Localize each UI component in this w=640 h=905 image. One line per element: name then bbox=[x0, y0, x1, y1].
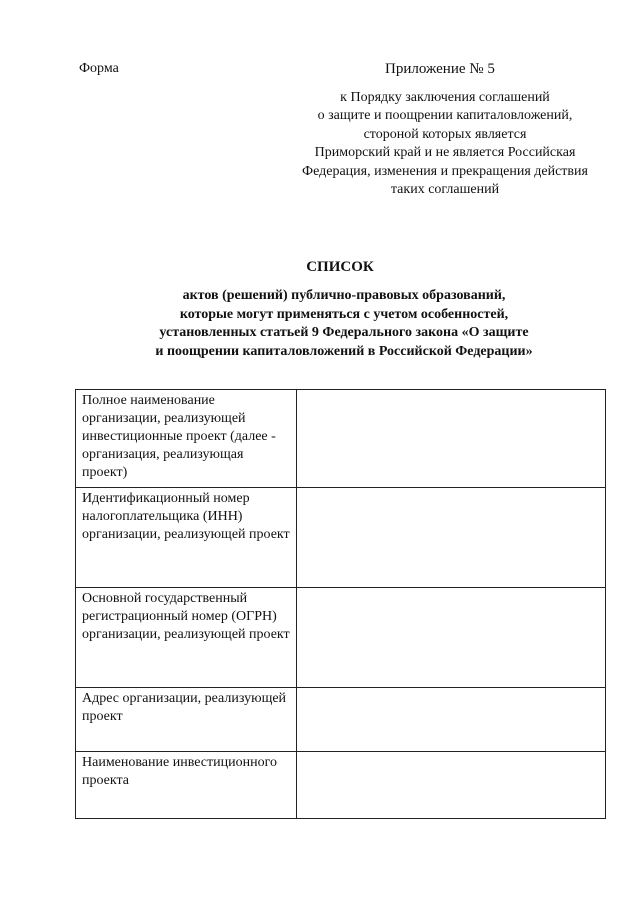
appendix-line: Федерация, изменения и прекращения действия bbox=[302, 163, 588, 179]
appendix-line: к Порядку заключения соглашений bbox=[340, 90, 550, 105]
row-value-full-name[interactable] bbox=[297, 390, 606, 488]
row-label-inn: Идентификационный номер налогоплательщика (ИНН) организации, реализующей проект bbox=[76, 488, 297, 588]
table-row bbox=[76, 752, 606, 819]
form-table bbox=[75, 389, 606, 819]
subtitle-line: актов (решений) публично-правовых образований, bbox=[182, 288, 506, 303]
table-row bbox=[76, 390, 606, 488]
document-subtitle bbox=[0, 287, 640, 361]
row-value-ogrn[interactable] bbox=[297, 588, 606, 688]
subtitle-line: установленных статьей 9 Федерального закона «О защите bbox=[159, 325, 529, 340]
row-label-ogrn: Основной государственный регистрационный номер (ОГРН) организации, реализующей проект bbox=[76, 588, 297, 688]
row-label-address: Адрес организации, реализующей проект bbox=[76, 688, 297, 752]
table-row bbox=[76, 488, 606, 588]
appendix-line: стороной которых является bbox=[363, 126, 527, 142]
appendix-title: Приложение № 5 bbox=[385, 61, 495, 77]
appendix-line: о защите и поощрении капиталовложений, bbox=[317, 108, 573, 124]
document-title: СПИСОК bbox=[306, 259, 374, 275]
appendix-description bbox=[280, 89, 610, 199]
form-label: Форма bbox=[79, 61, 119, 76]
row-value-inn[interactable] bbox=[297, 488, 606, 588]
row-value-address[interactable] bbox=[297, 688, 606, 752]
table-row bbox=[76, 688, 606, 752]
row-label-project-name: Наименование инвестиционного проекта bbox=[76, 752, 297, 819]
row-label-full-name: Полное наименование организации, реализующей инвестиционные проект (далее - организация, реализующая проект) bbox=[76, 390, 297, 488]
appendix-line: Приморский край и не является Российская bbox=[314, 145, 576, 161]
row-value-project-name[interactable] bbox=[297, 752, 606, 819]
table-row bbox=[76, 588, 606, 688]
subtitle-line: и поощрении капиталовложений в Российской Федерации» bbox=[155, 343, 533, 359]
appendix-line: таких соглашений bbox=[390, 182, 500, 198]
subtitle-line: которые могут применяться с учетом особенностей, bbox=[179, 306, 509, 322]
